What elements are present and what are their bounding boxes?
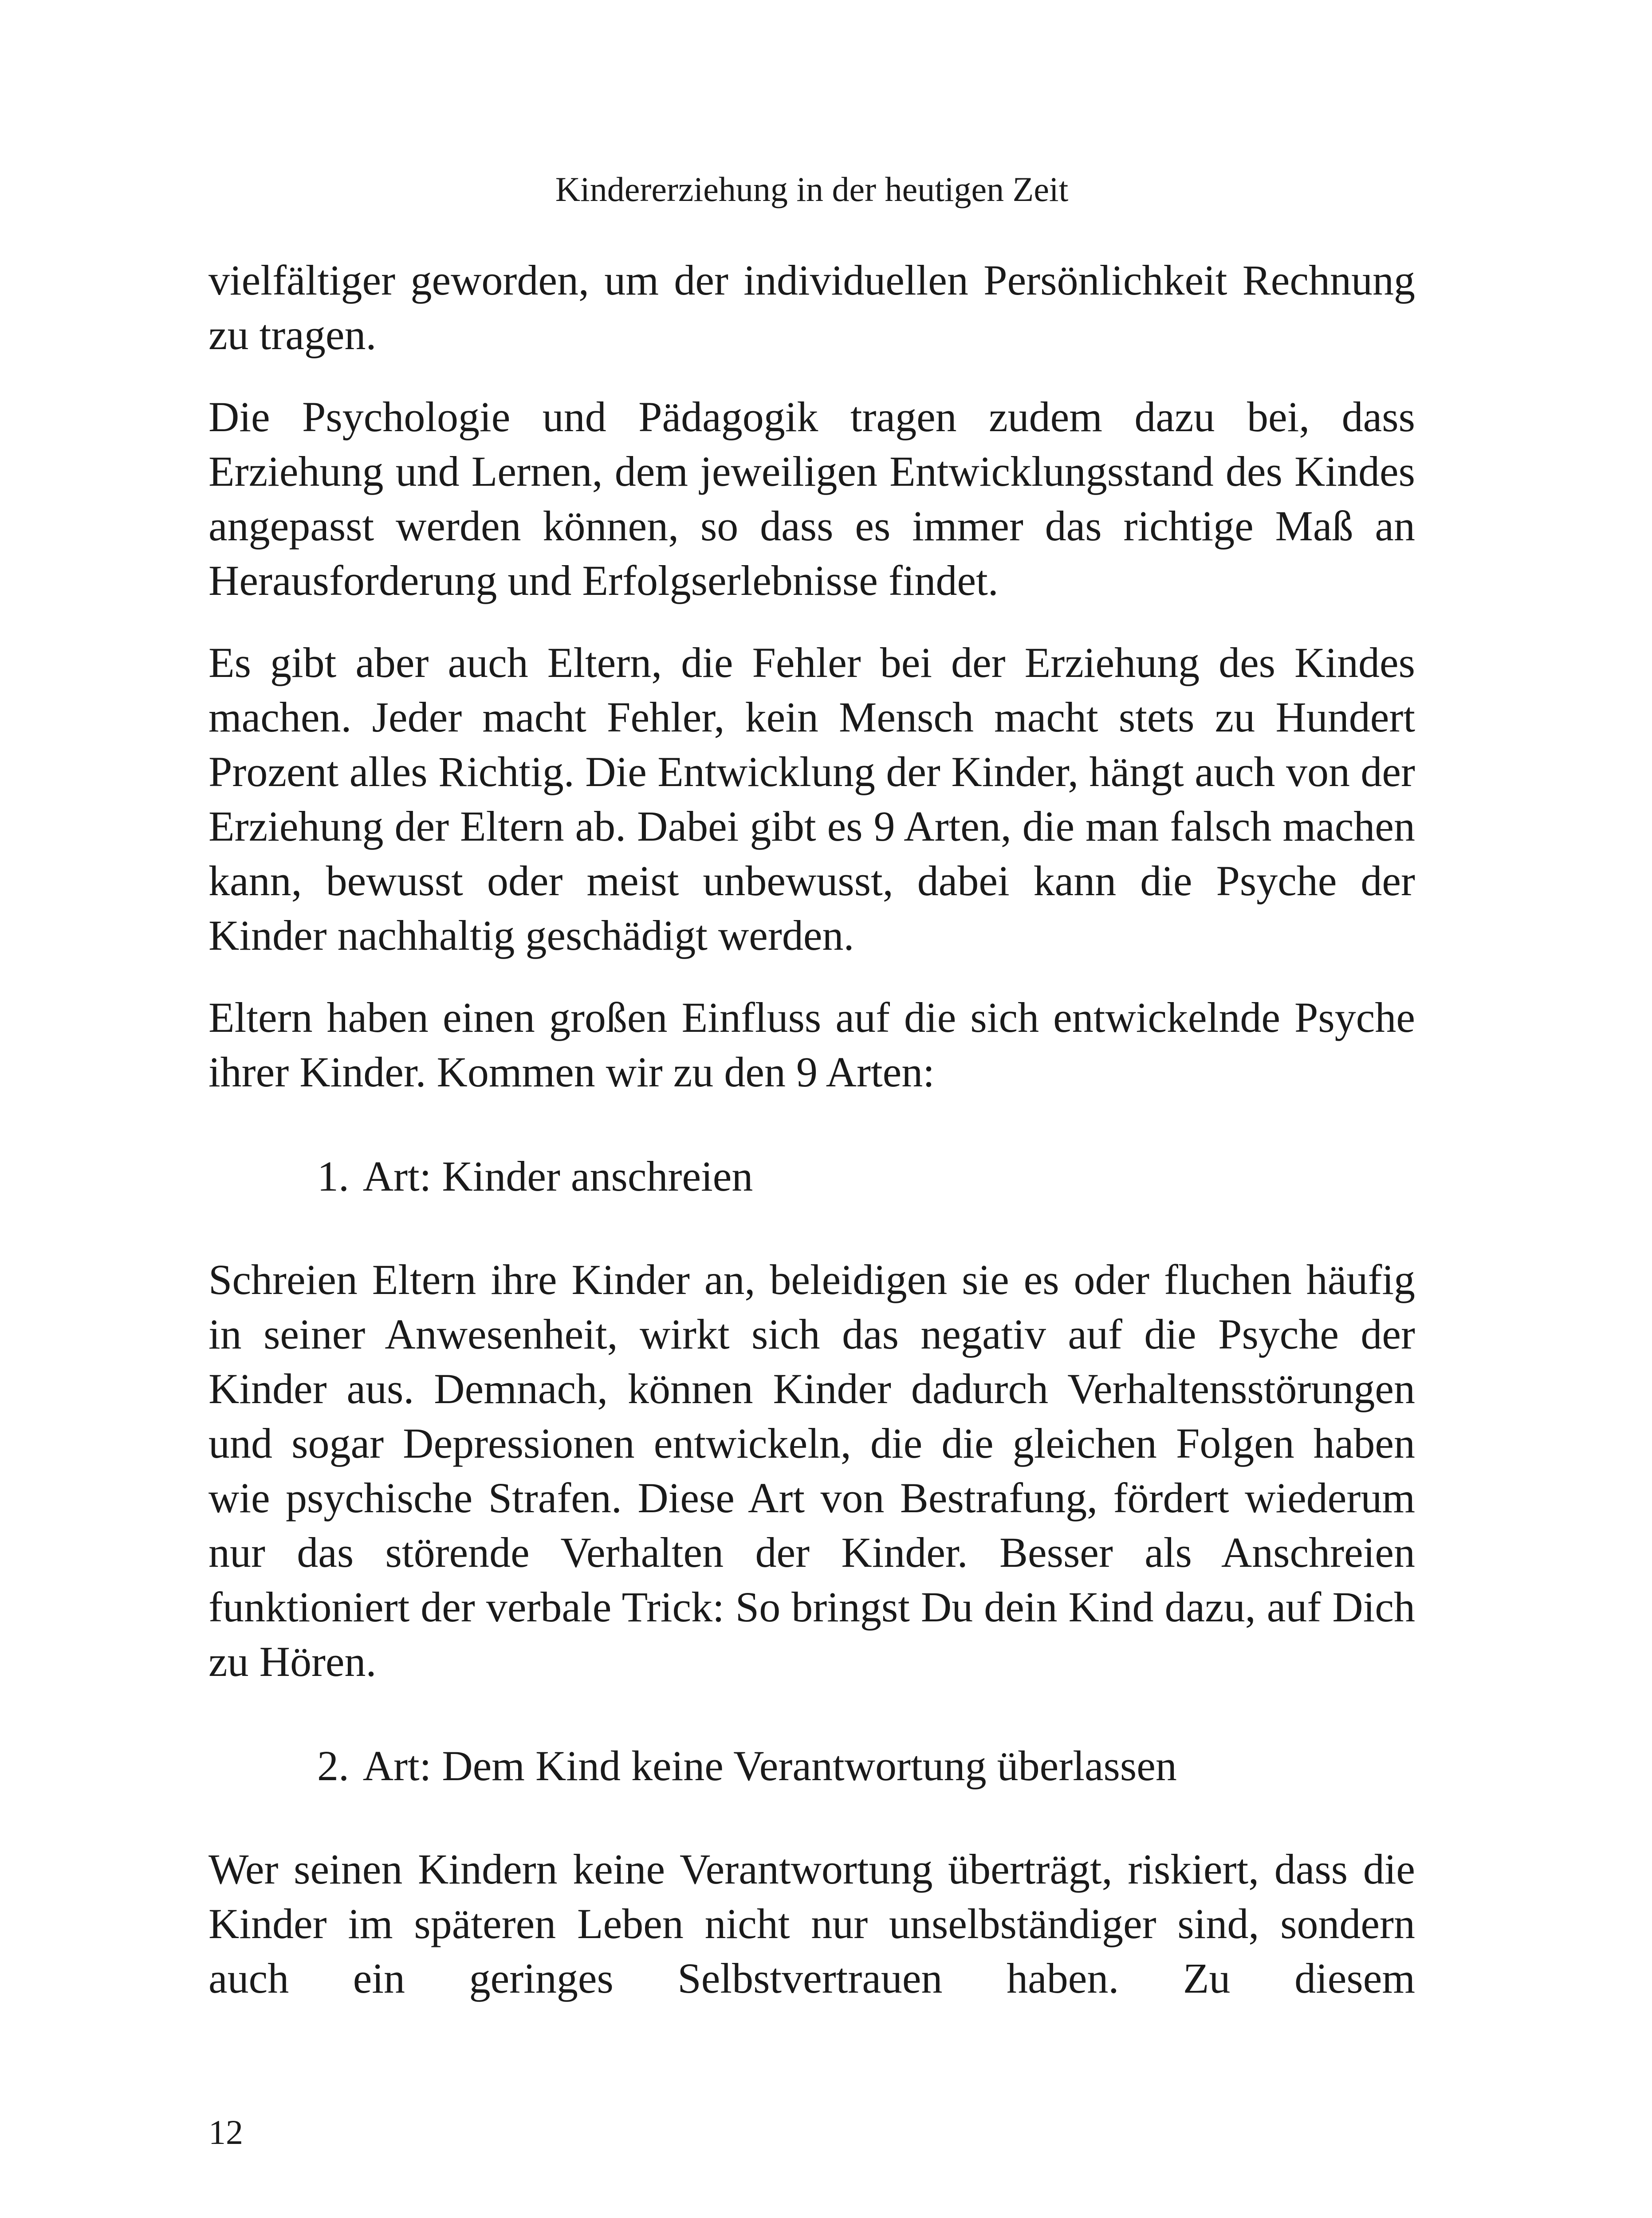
paragraph-3: Es gibt aber auch Eltern, die Fehler bei der Erziehung des Kindes machen. Jeder macht Fehler, kein Mensch macht stets zu Hundert Prozent alles Richtig. Die Entwicklung der Kinder, hängt auch von der Erziehung der Eltern ab. Dabei gibt es 9 Arten, die man falsch machen kann, bewusst oder meist unbewusst, dabei kann die Psyche der Kinder nachhaltig geschädigt werden. [208, 639, 1415, 959]
running-header: Kindererziehung in der heutigen Zeit [555, 170, 1069, 208]
list-heading-text: Art: Kinder anschreien [362, 1152, 753, 1200]
paragraph-5: Schreien Eltern ihre Kinder an, beleidigen sie es oder fluchen häufig in seiner Anwesenheit, wirkt sich das negativ auf die Psyche der Kinder aus. Demnach, können Kinder dadurch Verhaltensstörungen und sogar Depressionen entwickeln, die die gleichen Folgen haben wie psychische Strafen. Diese Art von Bestrafung, fördert wiederum nur das störende Verhalten der Kinder. Besser als Anschreien funktioniert der verbale Trick: So bringst Du dein Kind dazu, auf Dich zu Hören. [208, 1256, 1415, 1685]
paragraph-6: Wer seinen Kindern keine Verantwortung überträgt, riskiert, dass die Kinder im späteren Leben nicht nur unselbständiger sind, sondern auch ein geringes Selbstvertrauen haben. Zu diesem [208, 1845, 1415, 2002]
list-heading-1 [208, 1127, 1415, 1203]
body-text [208, 253, 1415, 2033]
paragraph-4: Eltern haben einen großen Einfluss auf die sich entwickelnde Psyche ihrer Kinder. Kommen wir zu den 9 Arten: [208, 994, 1415, 1096]
list-heading-2 [208, 1716, 1415, 1793]
list-heading-text: Art: Dem Kind keine Verantwortung überlassen [362, 1742, 1177, 1789]
paragraph-2: Die Psychologie und Pädagogik tragen zudem dazu bei, dass Erziehung und Lernen, dem jeweiligen Entwicklungsstand des Kindes angepasst werden können, so dass es immer das richtige Maß an Herausforderung und Erfolgserlebnisse findet. [208, 393, 1415, 604]
list-number: 1. [317, 1152, 349, 1200]
list-number: 2. [317, 1742, 349, 1789]
paragraph-1: vielfältiger geworden, um der individuellen Persönlichkeit Rechnung zu tragen. [208, 256, 1415, 358]
page-number: 12 [208, 2113, 243, 2151]
